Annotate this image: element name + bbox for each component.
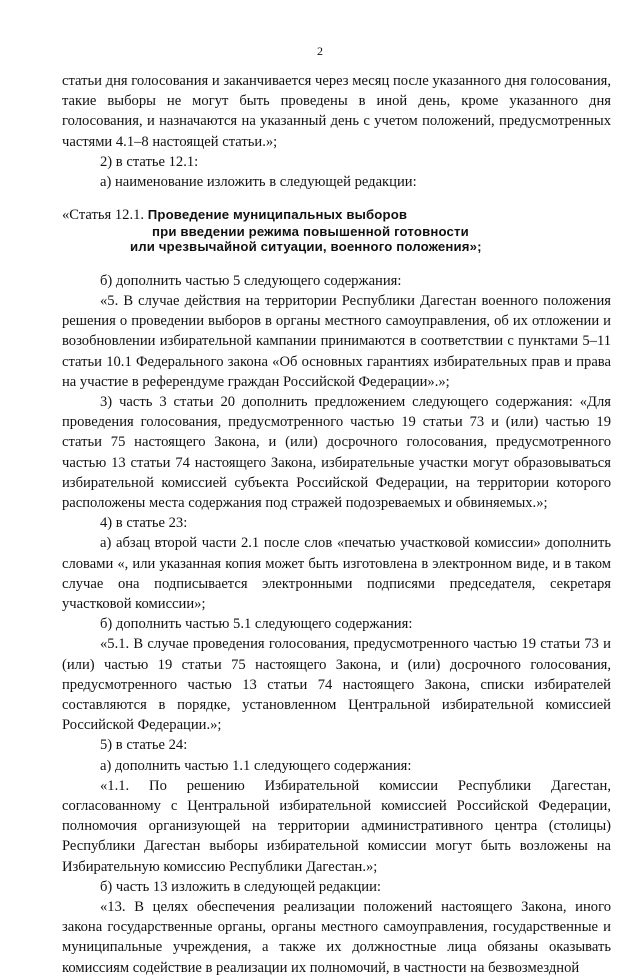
article-heading xyxy=(62,207,611,255)
document-body xyxy=(62,71,611,978)
page-number: 2 xyxy=(317,44,323,58)
paragraph: а) абзац второй части 2.1 после слов «печатью участковой комиссии» дополнить словами «, или указанная копия может быть изготовлена в электронном виде, и в таком случае она подписывается электронными подписями председателя, секретаря участковой комиссии»; xyxy=(62,535,611,612)
paragraph: «13. В целях обеспечения реализации положений настоящего Закона, иного закона государственные органы, органы местного самоуправления, государственные и муниципальные учреждения, а также их должностные лица обязаны оказывать комиссиям содействие в реализации их полномочий, в частности на безвозмездной xyxy=(62,899,611,976)
paragraph: б) часть 13 изложить в следующей редакции: xyxy=(100,878,381,895)
article-heading-line-3: или чрезвычайной ситуации, военного положения»; xyxy=(130,239,482,255)
paragraph: «1.1. По решению Избирательной комиссии Республики Дагестан, согласованному с Центральной избирательной комиссией Российской Федерации, полномочия организующей на территории административного центра (столицы) Республики Дагестан выборы избирательной комиссии могут быть возложены на Избирательную комиссию Республики Дагестан.»; xyxy=(62,777,611,875)
article-heading-line-2: при введении режима повышенной готовности xyxy=(152,223,469,239)
paragraph: 3) часть 3 статьи 20 дополнить предложением следующего содержания: «Для проведения голосования, предусмотренного частью 19 статьи 73 и (или) частью 19 статьи 75 настоящего Закона, и (или) досрочного голосования, предусмотренного частью 13 статьи 74 настоящего Закона, избирательные участки могут образовываться избирательной комиссией субъекта Российской Федерации, на территории которого расположены места содержания под стражей подозреваемых и обвиняемых.»; xyxy=(62,393,611,511)
paragraph: б) дополнить частью 5 следующего содержания: xyxy=(100,272,402,289)
article-heading-line-1: Проведение муниципальных выборов xyxy=(147,207,408,223)
paragraph: а) наименование изложить в следующей редакции: xyxy=(100,174,417,191)
paragraph: «5. В случае действия на территории Республики Дагестан военного положения решения о проведении выборов в органы местного самоуправления, об их отложении и возобновлении избирательной кампании принимаются в соответствии с пунктами 5–11 статьи 10.1 Федерального закона «Об основных гарантиях избирательных прав и права на участие в референдуме граждан Российской Федерации».»; xyxy=(62,292,611,390)
paragraph: 4) в статье 23: xyxy=(100,515,188,532)
paragraph: 5) в статье 24: xyxy=(100,737,188,754)
paragraph: «5.1. В случае проведения голосования, предусмотренного частью 19 статьи 73 и (или) частью 19 статьи 75 настоящего Закона, и (или) досрочного голосования, предусмотренного частью 13 статьи 74 настоящего Закона, списки избирателей составляются в порядке, установленном Центральной избирательной комиссией Российской Федерации.»; xyxy=(62,636,611,734)
paragraph: а) дополнить частью 1.1 следующего содержания: xyxy=(100,757,412,774)
paragraph: 2) в статье 12.1: xyxy=(100,153,199,170)
paragraph: статьи дня голосования и заканчивается через месяц после указанного дня голосования, такие выборы не могут быть проведены в иной день, кроме указанного дня голосования, и назначаются на указанный день с учетом положений, предусмотренных частями 4.1–8 настоящей статьи.»; xyxy=(62,73,611,150)
article-heading-prefix: «Статья 12.1. xyxy=(62,207,145,224)
paragraph: б) дополнить частью 5.1 следующего содержания: xyxy=(100,616,413,633)
